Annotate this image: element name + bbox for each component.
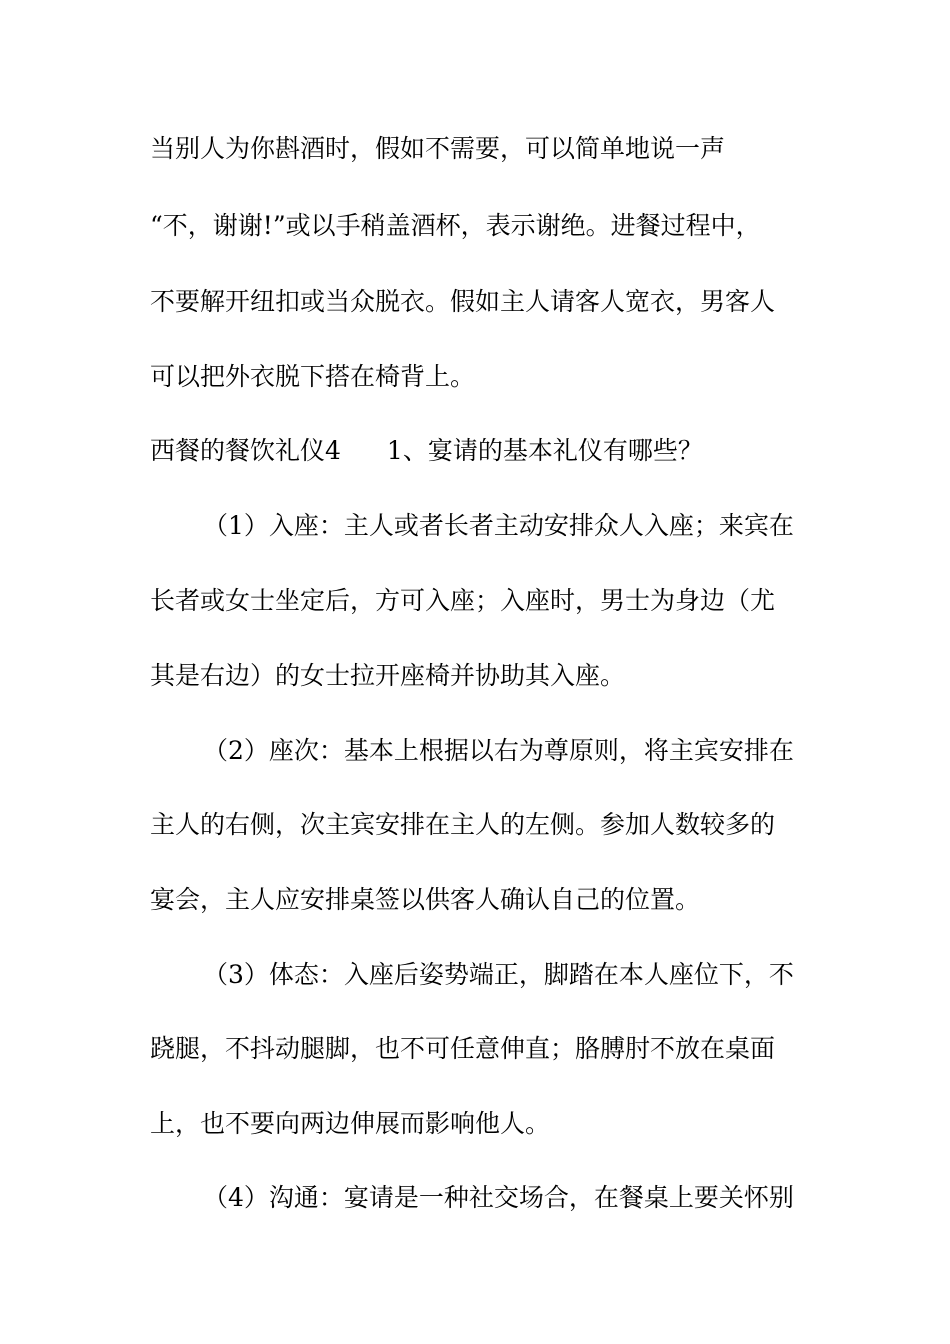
- text-line: 不要解开纽扣或当众脱衣。假如主人请客人宽衣，男客人: [150, 287, 776, 316]
- heading-title: 西餐的餐饮礼仪4: [150, 436, 341, 465]
- text-line: 跷腿，不抖动腿脚，也不可任意伸直；胳膊肘不放在桌面: [150, 1034, 776, 1063]
- text-line: 其是右边）的女士拉开座椅并协助其入座。: [150, 661, 626, 690]
- heading-question: 1、宴请的基本礼仪有哪些？: [386, 436, 703, 465]
- text-line: （4）沟通：宴请是一种社交场合，在餐桌上要关怀别: [203, 1183, 794, 1212]
- text-line: 长者或女士坐定后，方可入座；入座时，男士为身边（尤: [150, 586, 776, 615]
- text-line: 主人的右侧，次主宾安排在主人的左侧。参加人数较多的: [150, 810, 776, 839]
- text-line: 当别人为你斟酒时，假如不需要，可以简单地说一声: [150, 134, 726, 163]
- text-line: 可以把外衣脱下搭在椅背上。: [150, 362, 476, 391]
- text-line: （3）体态：入座后姿势端正，脚踏在本人座位下，不: [203, 960, 794, 989]
- text-line: （2）座次：基本上根据以右为尊原则，将主宾安排在: [203, 736, 794, 765]
- text-line: 上，也不要向两边伸展而影响他人。: [150, 1109, 551, 1138]
- text-line: 宴会，主人应安排桌签以供客人确认自己的位置。: [150, 885, 701, 914]
- section-heading: [150, 436, 703, 466]
- text-line: （1）入座：主人或者长者主动安排众人入座；来宾在: [203, 511, 794, 540]
- text-line: “不，谢谢!”或以手稍盖酒杯，表示谢绝。进餐过程中，: [150, 211, 761, 240]
